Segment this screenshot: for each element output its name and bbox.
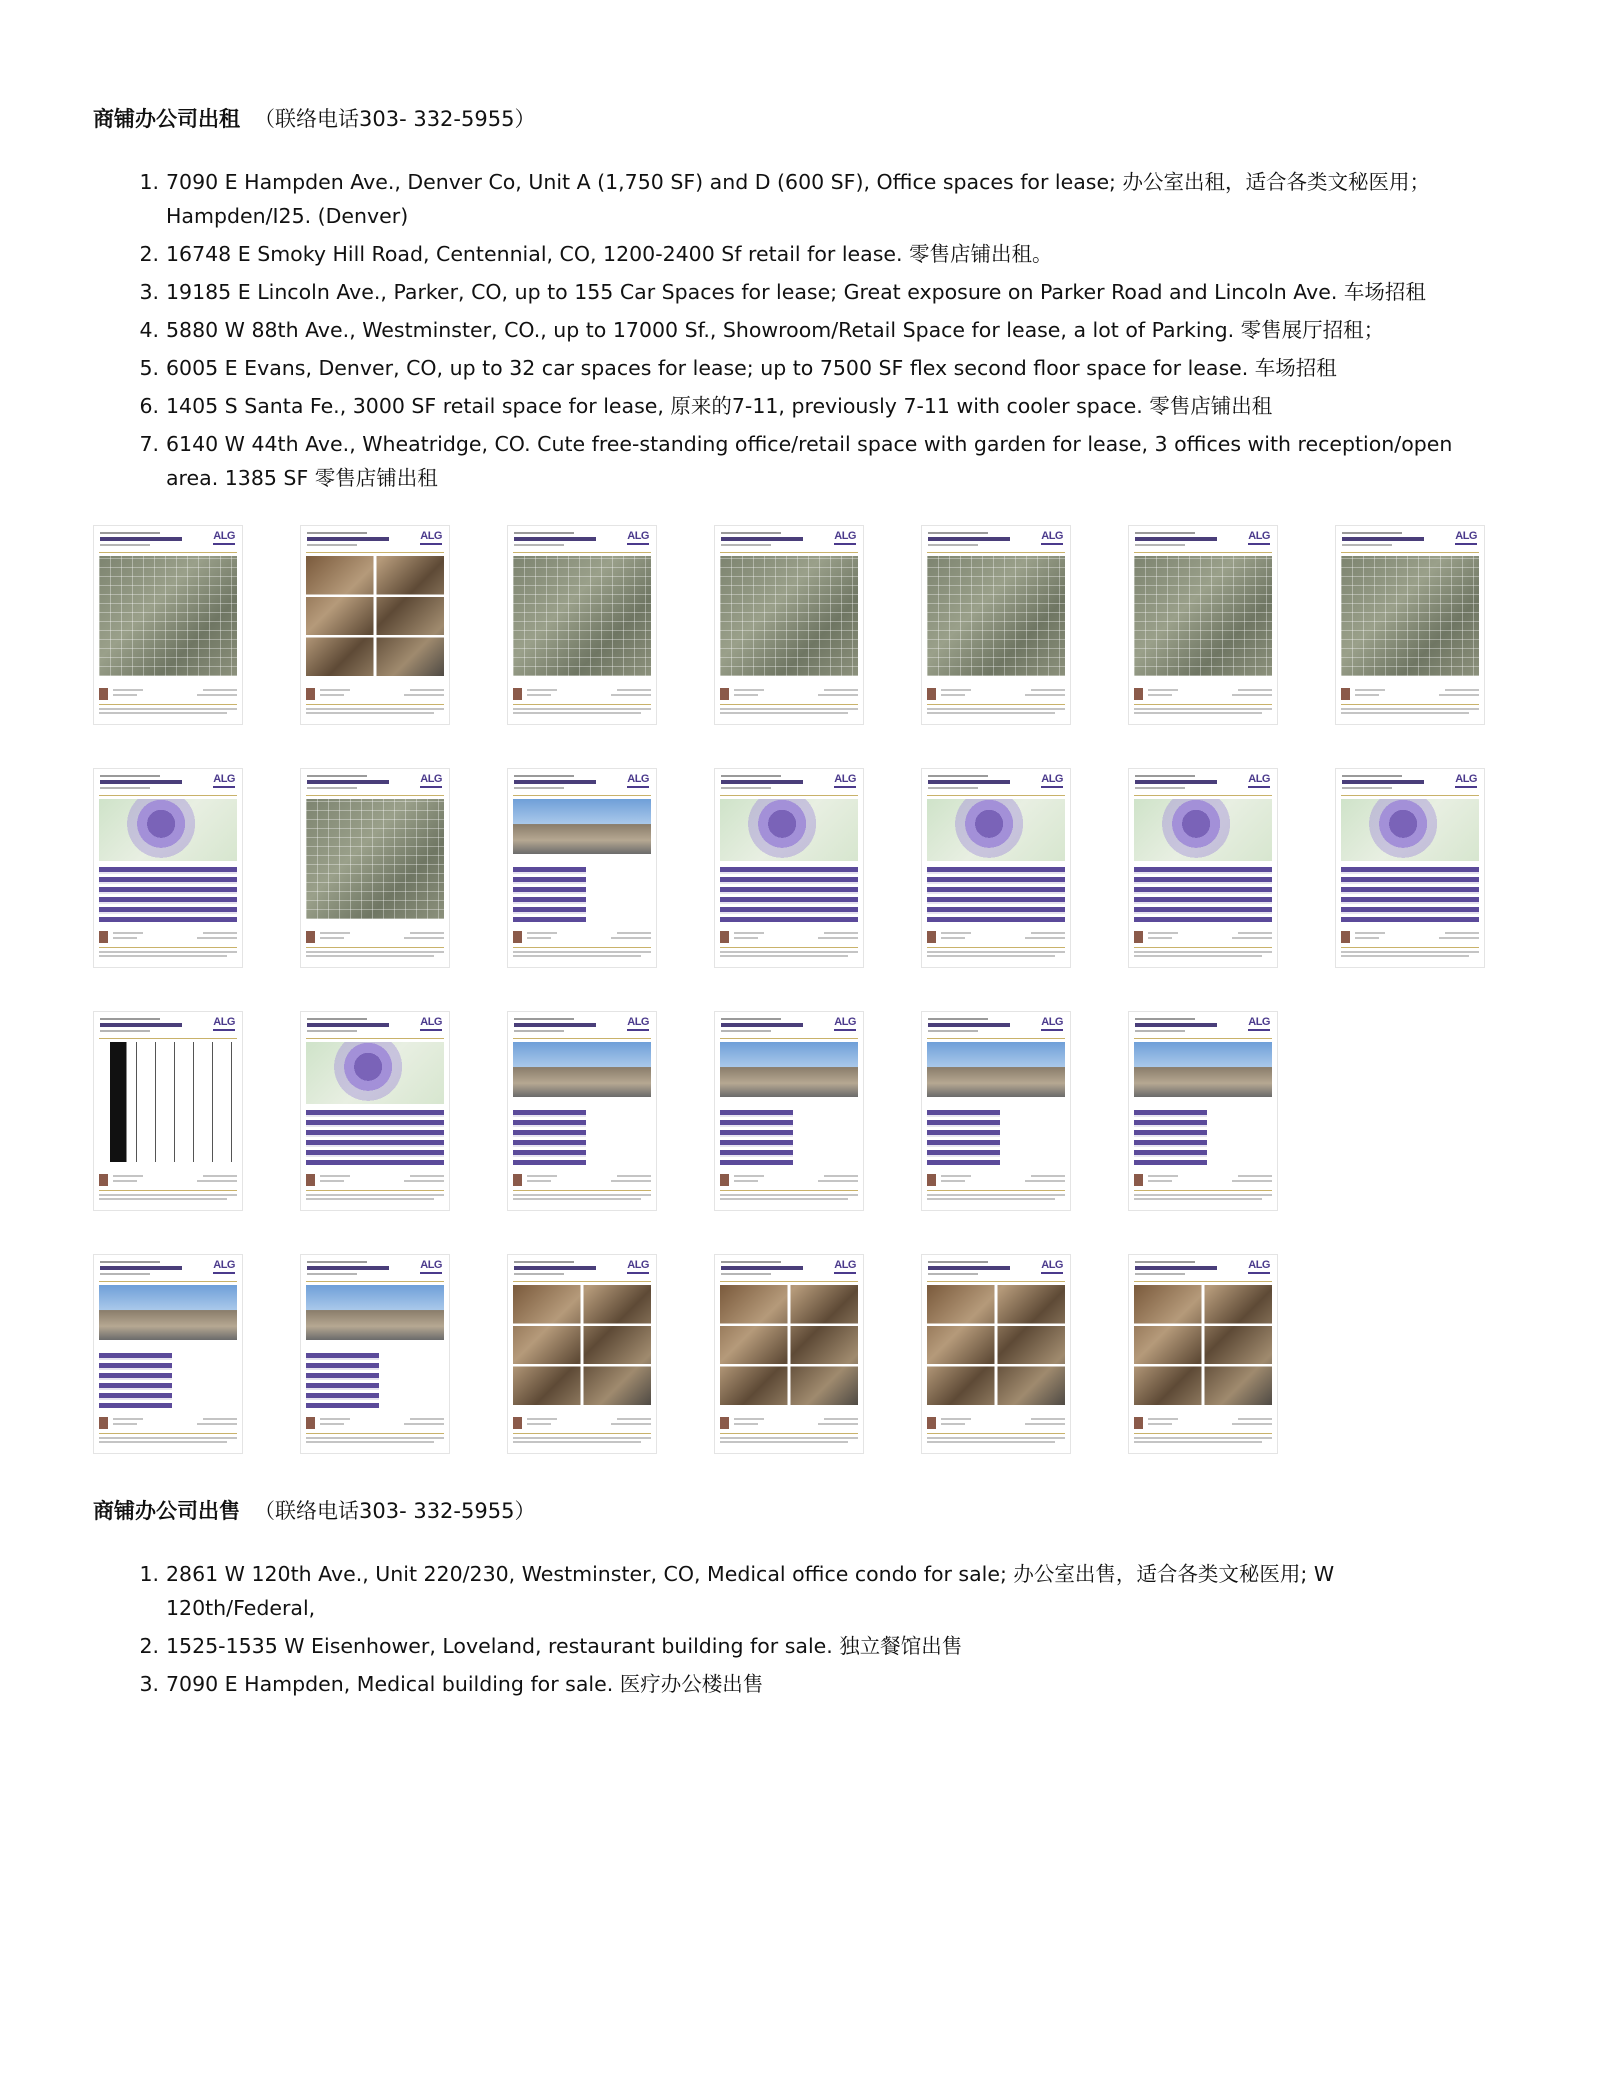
lease-list <box>0 165 1486 499</box>
brochure-table <box>306 1109 444 1165</box>
list-item <box>139 427 1486 495</box>
alg-logo: ALG <box>1455 773 1477 785</box>
brochure-image <box>1341 799 1479 861</box>
brochure-header <box>928 532 1033 550</box>
brochure-footer <box>1134 1417 1272 1447</box>
brochure-table <box>306 1352 379 1408</box>
brochure-header <box>307 775 412 793</box>
list-item <box>139 165 1486 233</box>
brochure-thumbnail <box>507 768 657 968</box>
brochure-header <box>100 532 205 550</box>
brochure-image <box>513 1042 651 1097</box>
brochure-table <box>720 866 858 922</box>
brochure-table <box>513 1109 586 1165</box>
brochure-image <box>306 1285 444 1340</box>
brochure-image <box>513 799 651 854</box>
brochure-thumbnail <box>507 1254 657 1454</box>
brochure-footer <box>1134 688 1272 718</box>
brochure-thumbnail <box>300 1254 450 1454</box>
brochure-header <box>100 1261 205 1279</box>
brochure-table <box>1134 1109 1207 1165</box>
brochure-table <box>99 866 237 922</box>
brochure-footer <box>927 931 1065 961</box>
list-text: 6005 E Evans, Denver, CO, up to 32 car spaces for lease; up to 7500 SF flex second floor space for lease. 车场招租 <box>166 356 1337 380</box>
alg-logo: ALG <box>834 1016 856 1028</box>
alg-logo: ALG <box>1041 1259 1063 1271</box>
brochure-image <box>1341 556 1479 676</box>
brochure-header <box>928 1018 1033 1036</box>
brochure-thumbnail <box>93 1011 243 1211</box>
alg-logo: ALG <box>420 773 442 785</box>
brochure-header <box>514 1018 619 1036</box>
brochure-footer <box>513 1417 651 1447</box>
brochure-header <box>721 775 826 793</box>
brochure-table <box>513 866 586 922</box>
brochure-thumbnail <box>1128 1011 1278 1211</box>
brochure-image <box>99 799 237 861</box>
brochure-image <box>927 1042 1065 1097</box>
brochure-footer <box>927 688 1065 718</box>
brochure-table <box>99 1352 172 1408</box>
brochure-thumbnail <box>300 768 450 968</box>
brochure-footer <box>513 688 651 718</box>
brochure-footer <box>1341 688 1479 718</box>
alg-logo: ALG <box>420 1016 442 1028</box>
list-text: 16748 E Smoky Hill Road, Centennial, CO, 1200-2400 Sf retail for lease. 零售店铺出租。 <box>166 242 1053 266</box>
brochure-image <box>720 556 858 676</box>
alg-logo: ALG <box>1248 1016 1270 1028</box>
list-item <box>139 1667 1486 1701</box>
list-number: 4. <box>139 318 159 342</box>
brochure-image <box>99 1042 237 1162</box>
brochure-header <box>928 775 1033 793</box>
brochure-footer <box>1341 931 1479 961</box>
brochure-image <box>720 799 858 861</box>
sale-list <box>0 1557 1486 1705</box>
brochure-footer <box>306 1417 444 1447</box>
alg-logo: ALG <box>213 773 235 785</box>
brochure-thumbnail <box>714 768 864 968</box>
list-text: 2861 W 120th Ave., Unit 220/230, Westminster, CO, Medical office condo for sale; 办公室出售，适合各类文秘医用; W 120th/Federal, <box>166 1562 1335 1620</box>
brochure-footer <box>306 688 444 718</box>
brochure-thumbnail <box>714 525 864 725</box>
alg-logo: ALG <box>627 773 649 785</box>
list-text: 6140 W 44th Ave., Wheatridge, CO. Cute free-standing office/retail space with garden for lease, 3 offices with reception/open area. 1385 SF 零售店铺出租 <box>166 432 1453 490</box>
brochure-footer <box>720 1174 858 1204</box>
list-item <box>139 275 1486 309</box>
lease-heading: 商铺办公司出租 <box>93 107 240 131</box>
list-number: 1. <box>139 170 159 194</box>
brochure-table <box>1341 866 1479 922</box>
brochure-image <box>513 1285 651 1405</box>
list-text: 19185 E Lincoln Ave., Parker, CO, up to 155 Car Spaces for lease; Great exposure on Parker Road and Lincoln Ave. 车场招租 <box>166 280 1426 304</box>
brochure-image <box>99 556 237 676</box>
brochure-table <box>720 1109 793 1165</box>
brochure-thumbnail <box>300 1011 450 1211</box>
brochure-header <box>1135 775 1240 793</box>
brochure-thumbnail <box>1128 768 1278 968</box>
list-number: 2. <box>139 1634 159 1658</box>
brochure-header <box>1135 1018 1240 1036</box>
brochure-thumbnail <box>1128 1254 1278 1454</box>
brochure-image <box>306 556 444 676</box>
brochure-thumbnail <box>921 1254 1071 1454</box>
brochure-thumbnail <box>93 1254 243 1454</box>
brochure-thumbnail <box>507 525 657 725</box>
brochure-thumbnail <box>921 1011 1071 1211</box>
brochure-footer <box>513 931 651 961</box>
alg-logo: ALG <box>1041 530 1063 542</box>
brochure-footer <box>720 931 858 961</box>
alg-logo: ALG <box>1248 1259 1270 1271</box>
alg-logo: ALG <box>213 530 235 542</box>
brochure-thumbnail <box>300 525 450 725</box>
alg-logo: ALG <box>834 773 856 785</box>
brochure-image <box>1134 1042 1272 1097</box>
brochure-thumbnail <box>1335 768 1485 968</box>
brochure-footer <box>927 1174 1065 1204</box>
brochure-thumbnail <box>921 525 1071 725</box>
brochure-image <box>306 799 444 919</box>
brochure-header <box>100 1018 205 1036</box>
brochure-image <box>927 799 1065 861</box>
alg-logo: ALG <box>627 1016 649 1028</box>
alg-logo: ALG <box>213 1259 235 1271</box>
brochure-header <box>1135 1261 1240 1279</box>
list-item <box>139 1629 1486 1663</box>
list-number: 5. <box>139 356 159 380</box>
list-number: 3. <box>139 1672 159 1696</box>
alg-logo: ALG <box>420 530 442 542</box>
brochure-image <box>513 556 651 676</box>
list-text: 7090 E Hampden Ave., Denver Co, Unit A (1,750 SF) and D (600 SF), Office spaces for lease; 办公室出租，适合各类文秘医用；Hampden/I25. (Denver) <box>166 170 1430 228</box>
brochure-thumbnail <box>93 768 243 968</box>
list-text: 5880 W 88th Ave., Westminster, CO., up to 17000 Sf., Showroom/Retail Space for lease, a lot of Parking. 零售展厅招租； <box>166 318 1385 342</box>
alg-logo: ALG <box>1041 773 1063 785</box>
brochure-header <box>514 532 619 550</box>
brochure-image <box>99 1285 237 1340</box>
list-item <box>139 351 1486 385</box>
lease-contact: （联络电话303- 332-5955） <box>254 107 536 131</box>
brochure-image <box>720 1042 858 1097</box>
sale-section-title <box>93 1495 535 1525</box>
brochure-thumbnail <box>714 1254 864 1454</box>
brochure-header <box>307 532 412 550</box>
list-item <box>139 237 1486 271</box>
alg-logo: ALG <box>627 530 649 542</box>
brochure-header <box>928 1261 1033 1279</box>
alg-logo: ALG <box>1041 1016 1063 1028</box>
list-item <box>139 313 1486 347</box>
brochure-header <box>100 775 205 793</box>
brochure-thumbnail <box>714 1011 864 1211</box>
alg-logo: ALG <box>420 1259 442 1271</box>
brochure-footer <box>1134 1174 1272 1204</box>
brochure-image <box>1134 799 1272 861</box>
brochure-footer <box>99 1174 237 1204</box>
brochure-footer <box>927 1417 1065 1447</box>
brochure-footer <box>306 1174 444 1204</box>
brochure-header <box>307 1261 412 1279</box>
brochure-image <box>927 556 1065 676</box>
list-text: 7090 E Hampden, Medical building for sale. 医疗办公楼出售 <box>166 1672 764 1696</box>
brochure-image <box>720 1285 858 1405</box>
brochure-header <box>1135 532 1240 550</box>
brochure-image <box>1134 556 1272 676</box>
brochure-thumbnail <box>1335 525 1485 725</box>
brochure-header <box>721 1018 826 1036</box>
list-number: 3. <box>139 280 159 304</box>
list-item <box>139 389 1486 423</box>
brochure-thumbnail <box>1128 525 1278 725</box>
brochure-image <box>1134 1285 1272 1405</box>
list-text: 1405 S Santa Fe., 3000 SF retail space for lease, 原来的7-11, previously 7-11 with cooler space. 零售店铺出租 <box>166 394 1273 418</box>
alg-logo: ALG <box>627 1259 649 1271</box>
brochure-footer <box>513 1174 651 1204</box>
list-number: 7. <box>139 432 159 456</box>
brochure-footer <box>306 931 444 961</box>
list-number: 1. <box>139 1562 159 1586</box>
brochure-footer <box>1134 931 1272 961</box>
brochure-footer <box>99 688 237 718</box>
list-number: 6. <box>139 394 159 418</box>
brochure-header <box>721 1261 826 1279</box>
sale-heading: 商铺办公司出售 <box>93 1499 240 1523</box>
alg-logo: ALG <box>834 1259 856 1271</box>
brochure-header <box>1342 775 1447 793</box>
brochure-table <box>927 866 1065 922</box>
brochure-thumbnail-grid <box>93 525 1493 1460</box>
sale-contact: （联络电话303- 332-5955） <box>254 1499 536 1523</box>
list-text: 1525-1535 W Eisenhower, Loveland, restaurant building for sale. 独立餐馆出售 <box>166 1634 963 1658</box>
brochure-header <box>514 775 619 793</box>
brochure-thumbnail <box>507 1011 657 1211</box>
brochure-thumbnail <box>93 525 243 725</box>
brochure-footer <box>720 1417 858 1447</box>
list-item <box>139 1557 1486 1625</box>
alg-logo: ALG <box>834 530 856 542</box>
brochure-table <box>927 1109 1000 1165</box>
brochure-image <box>306 1042 444 1104</box>
brochure-footer <box>720 688 858 718</box>
brochure-footer <box>99 1417 237 1447</box>
alg-logo: ALG <box>1248 773 1270 785</box>
brochure-image <box>927 1285 1065 1405</box>
brochure-header <box>721 532 826 550</box>
brochure-header <box>514 1261 619 1279</box>
lease-section-title <box>93 103 535 133</box>
brochure-table <box>1134 866 1272 922</box>
brochure-header <box>307 1018 412 1036</box>
brochure-thumbnail <box>921 768 1071 968</box>
alg-logo: ALG <box>1455 530 1477 542</box>
list-number: 2. <box>139 242 159 266</box>
alg-logo: ALG <box>1248 530 1270 542</box>
brochure-footer <box>99 931 237 961</box>
alg-logo: ALG <box>213 1016 235 1028</box>
brochure-header <box>1342 532 1447 550</box>
